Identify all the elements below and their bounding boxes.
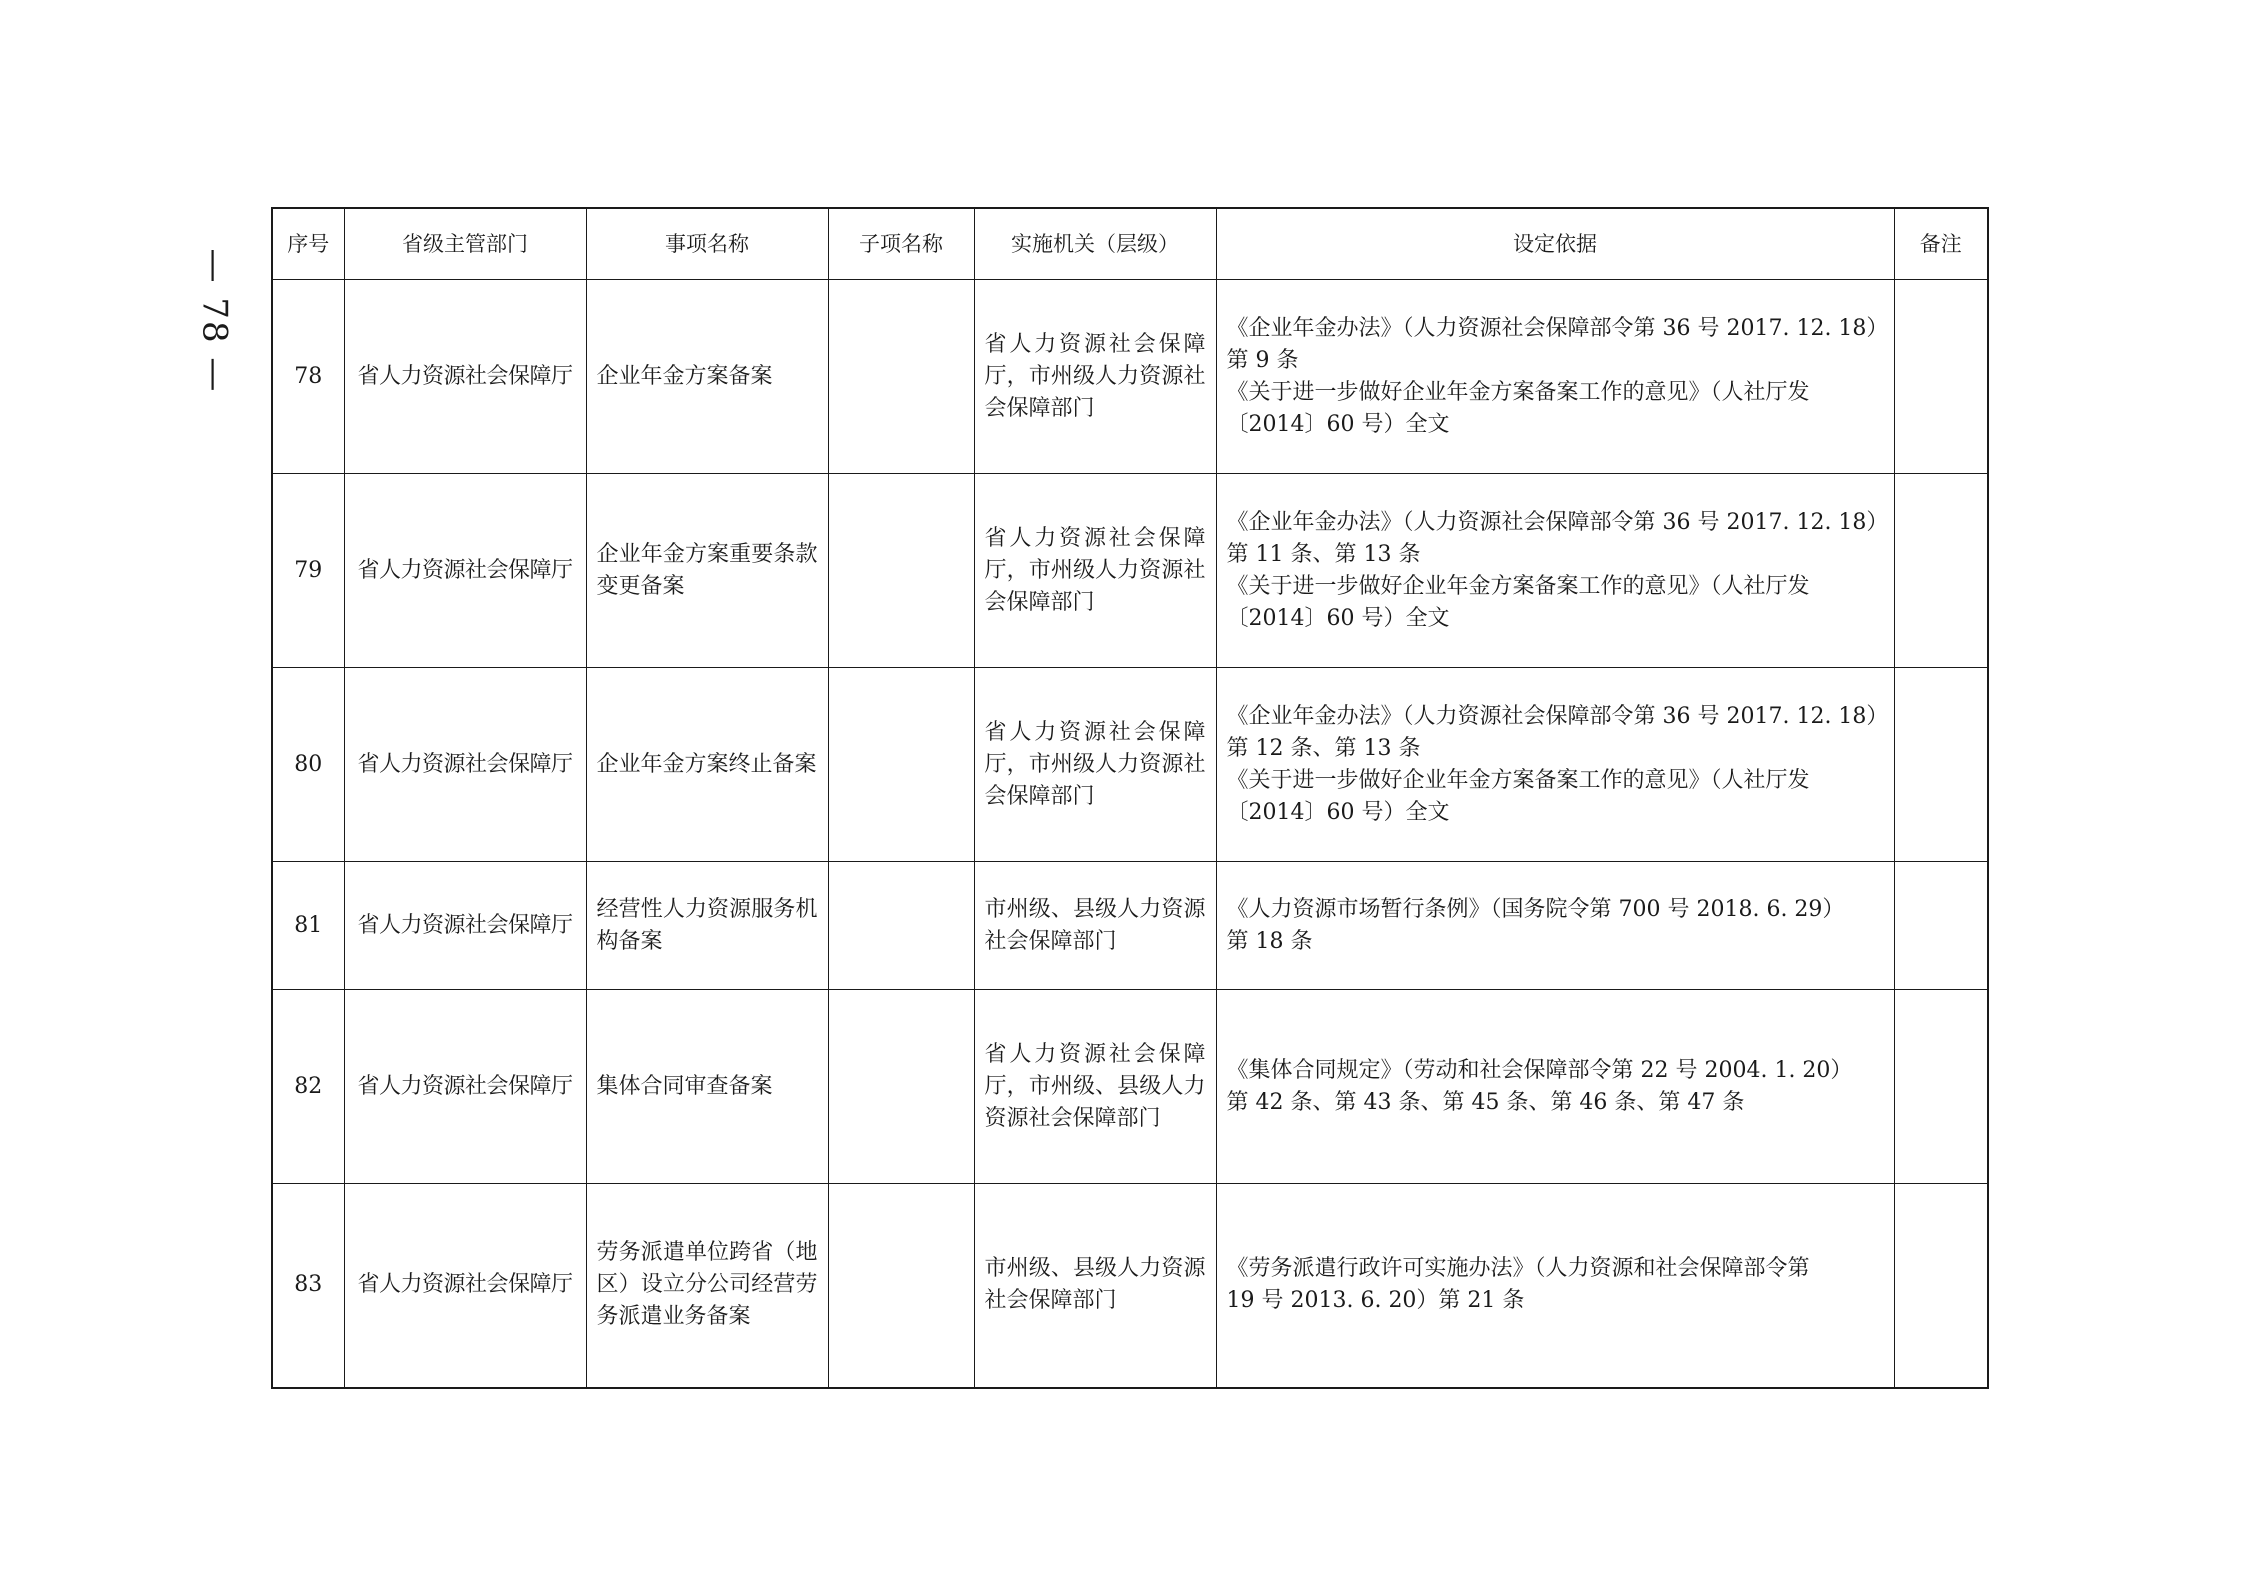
basis-line: 第 12 条、第 13 条 (1226, 735, 1421, 761)
cell-note (1894, 280, 1988, 474)
cell-sub (828, 1184, 974, 1388)
table-row (272, 1184, 1988, 1388)
cell-sub (828, 280, 974, 474)
table-row (272, 668, 1988, 862)
header-cell-sub: 子项名称 (828, 208, 974, 280)
cell-basis (1216, 280, 1894, 474)
table-row (272, 280, 1988, 474)
table-row (272, 990, 1988, 1184)
header-cell-no: 序号 (272, 208, 344, 280)
table-row (272, 474, 1988, 668)
cell-item: 劳务派遣单位跨省（地区）设立分公司经营劳务派遣业务备案 (586, 1184, 828, 1388)
cell-basis (1216, 1184, 1894, 1388)
cell-dept: 省人力资源社会保障厅 (344, 280, 586, 474)
cell-note (1894, 862, 1988, 990)
cell-note (1894, 1184, 1988, 1388)
cell-no: 78 (272, 280, 344, 474)
basis-line: 《企业年金办法》（人力资源社会保障部令第 36 号 2017. 12. 18） (1226, 509, 1889, 535)
cell-sub (828, 474, 974, 668)
cell-dept: 省人力资源社会保障厅 (344, 1184, 586, 1388)
cell-note (1894, 990, 1988, 1184)
basis-line: 第 9 条 (1226, 347, 1299, 373)
cell-org: 省人力资源社会保障厅，市州级人力资源社会保障部门 (974, 280, 1216, 474)
cell-org: 市州级、县级人力资源社会保障部门 (974, 862, 1216, 990)
cell-item: 企业年金方案终止备案 (586, 668, 828, 862)
basis-line: 《劳务派遣行政许可实施办法》（人力资源和社会保障部令第 (1226, 1256, 1810, 1282)
items-table (271, 207, 1989, 1389)
header-cell-basis: 设定依据 (1216, 208, 1894, 280)
basis-line: 第 18 条 (1226, 928, 1313, 954)
cell-basis (1216, 474, 1894, 668)
cell-note (1894, 474, 1988, 668)
cell-no: 80 (272, 668, 344, 862)
table-row (272, 862, 1988, 990)
table-header-row (272, 208, 1988, 280)
cell-item: 经营性人力资源服务机构备案 (586, 862, 828, 990)
cell-basis (1216, 990, 1894, 1184)
basis-line: 19 号 2013. 6. 20）第 21 条 (1226, 1288, 1525, 1314)
cell-org: 省人力资源社会保障厅，市州级、县级人力资源社会保障部门 (974, 990, 1216, 1184)
cell-org: 省人力资源社会保障厅，市州级人力资源社会保障部门 (974, 668, 1216, 862)
basis-line: 《企业年金办法》（人力资源社会保障部令第 36 号 2017. 12. 18） (1226, 315, 1889, 341)
cell-sub (828, 668, 974, 862)
header-cell-org: 实施机关（层级） (974, 208, 1216, 280)
cell-no: 81 (272, 862, 344, 990)
cell-item: 企业年金方案备案 (586, 280, 828, 474)
cell-sub (828, 862, 974, 990)
cell-basis (1216, 668, 1894, 862)
basis-line: 《关于进一步做好企业年金方案备案工作的意见》（人社厅发 (1226, 767, 1810, 793)
basis-line: 第 11 条、第 13 条 (1226, 541, 1421, 567)
header-cell-note: 备注 (1894, 208, 1988, 280)
cell-sub (828, 990, 974, 1184)
cell-note (1894, 668, 1988, 862)
cell-item: 集体合同审查备案 (586, 990, 828, 1184)
basis-line: 《关于进一步做好企业年金方案备案工作的意见》（人社厅发 (1226, 379, 1810, 405)
cell-dept: 省人力资源社会保障厅 (344, 668, 586, 862)
basis-line: 第 42 条、第 43 条、第 45 条、第 46 条、第 47 条 (1226, 1089, 1745, 1115)
cell-no: 83 (272, 1184, 344, 1388)
page-number-text: — 78 — (194, 248, 235, 394)
cell-dept: 省人力资源社会保障厅 (344, 990, 586, 1184)
basis-line: 〔2014〕60 号）全文 (1226, 799, 1450, 825)
cell-no: 82 (272, 990, 344, 1184)
basis-line: 〔2014〕60 号）全文 (1226, 605, 1450, 631)
cell-no: 79 (272, 474, 344, 668)
header-cell-dept: 省级主管部门 (344, 208, 586, 280)
basis-line: 《集体合同规定》（劳动和社会保障部令第 22 号 2004. 1. 20） (1226, 1057, 1853, 1083)
basis-line: 《企业年金办法》（人力资源社会保障部令第 36 号 2017. 12. 18） (1226, 703, 1889, 729)
cell-dept: 省人力资源社会保障厅 (344, 474, 586, 668)
basis-line: 〔2014〕60 号）全文 (1226, 411, 1450, 437)
page-number (186, 246, 242, 396)
header-cell-item: 事项名称 (586, 208, 828, 280)
cell-org: 市州级、县级人力资源社会保障部门 (974, 1184, 1216, 1388)
cell-dept: 省人力资源社会保障厅 (344, 862, 586, 990)
basis-line: 《人力资源市场暂行条例》（国务院令第 700 号 2018. 6. 29） (1226, 896, 1845, 922)
cell-item: 企业年金方案重要条款变更备案 (586, 474, 828, 668)
cell-org: 省人力资源社会保障厅，市州级人力资源社会保障部门 (974, 474, 1216, 668)
basis-line: 《关于进一步做好企业年金方案备案工作的意见》（人社厅发 (1226, 573, 1810, 599)
cell-basis (1216, 862, 1894, 990)
